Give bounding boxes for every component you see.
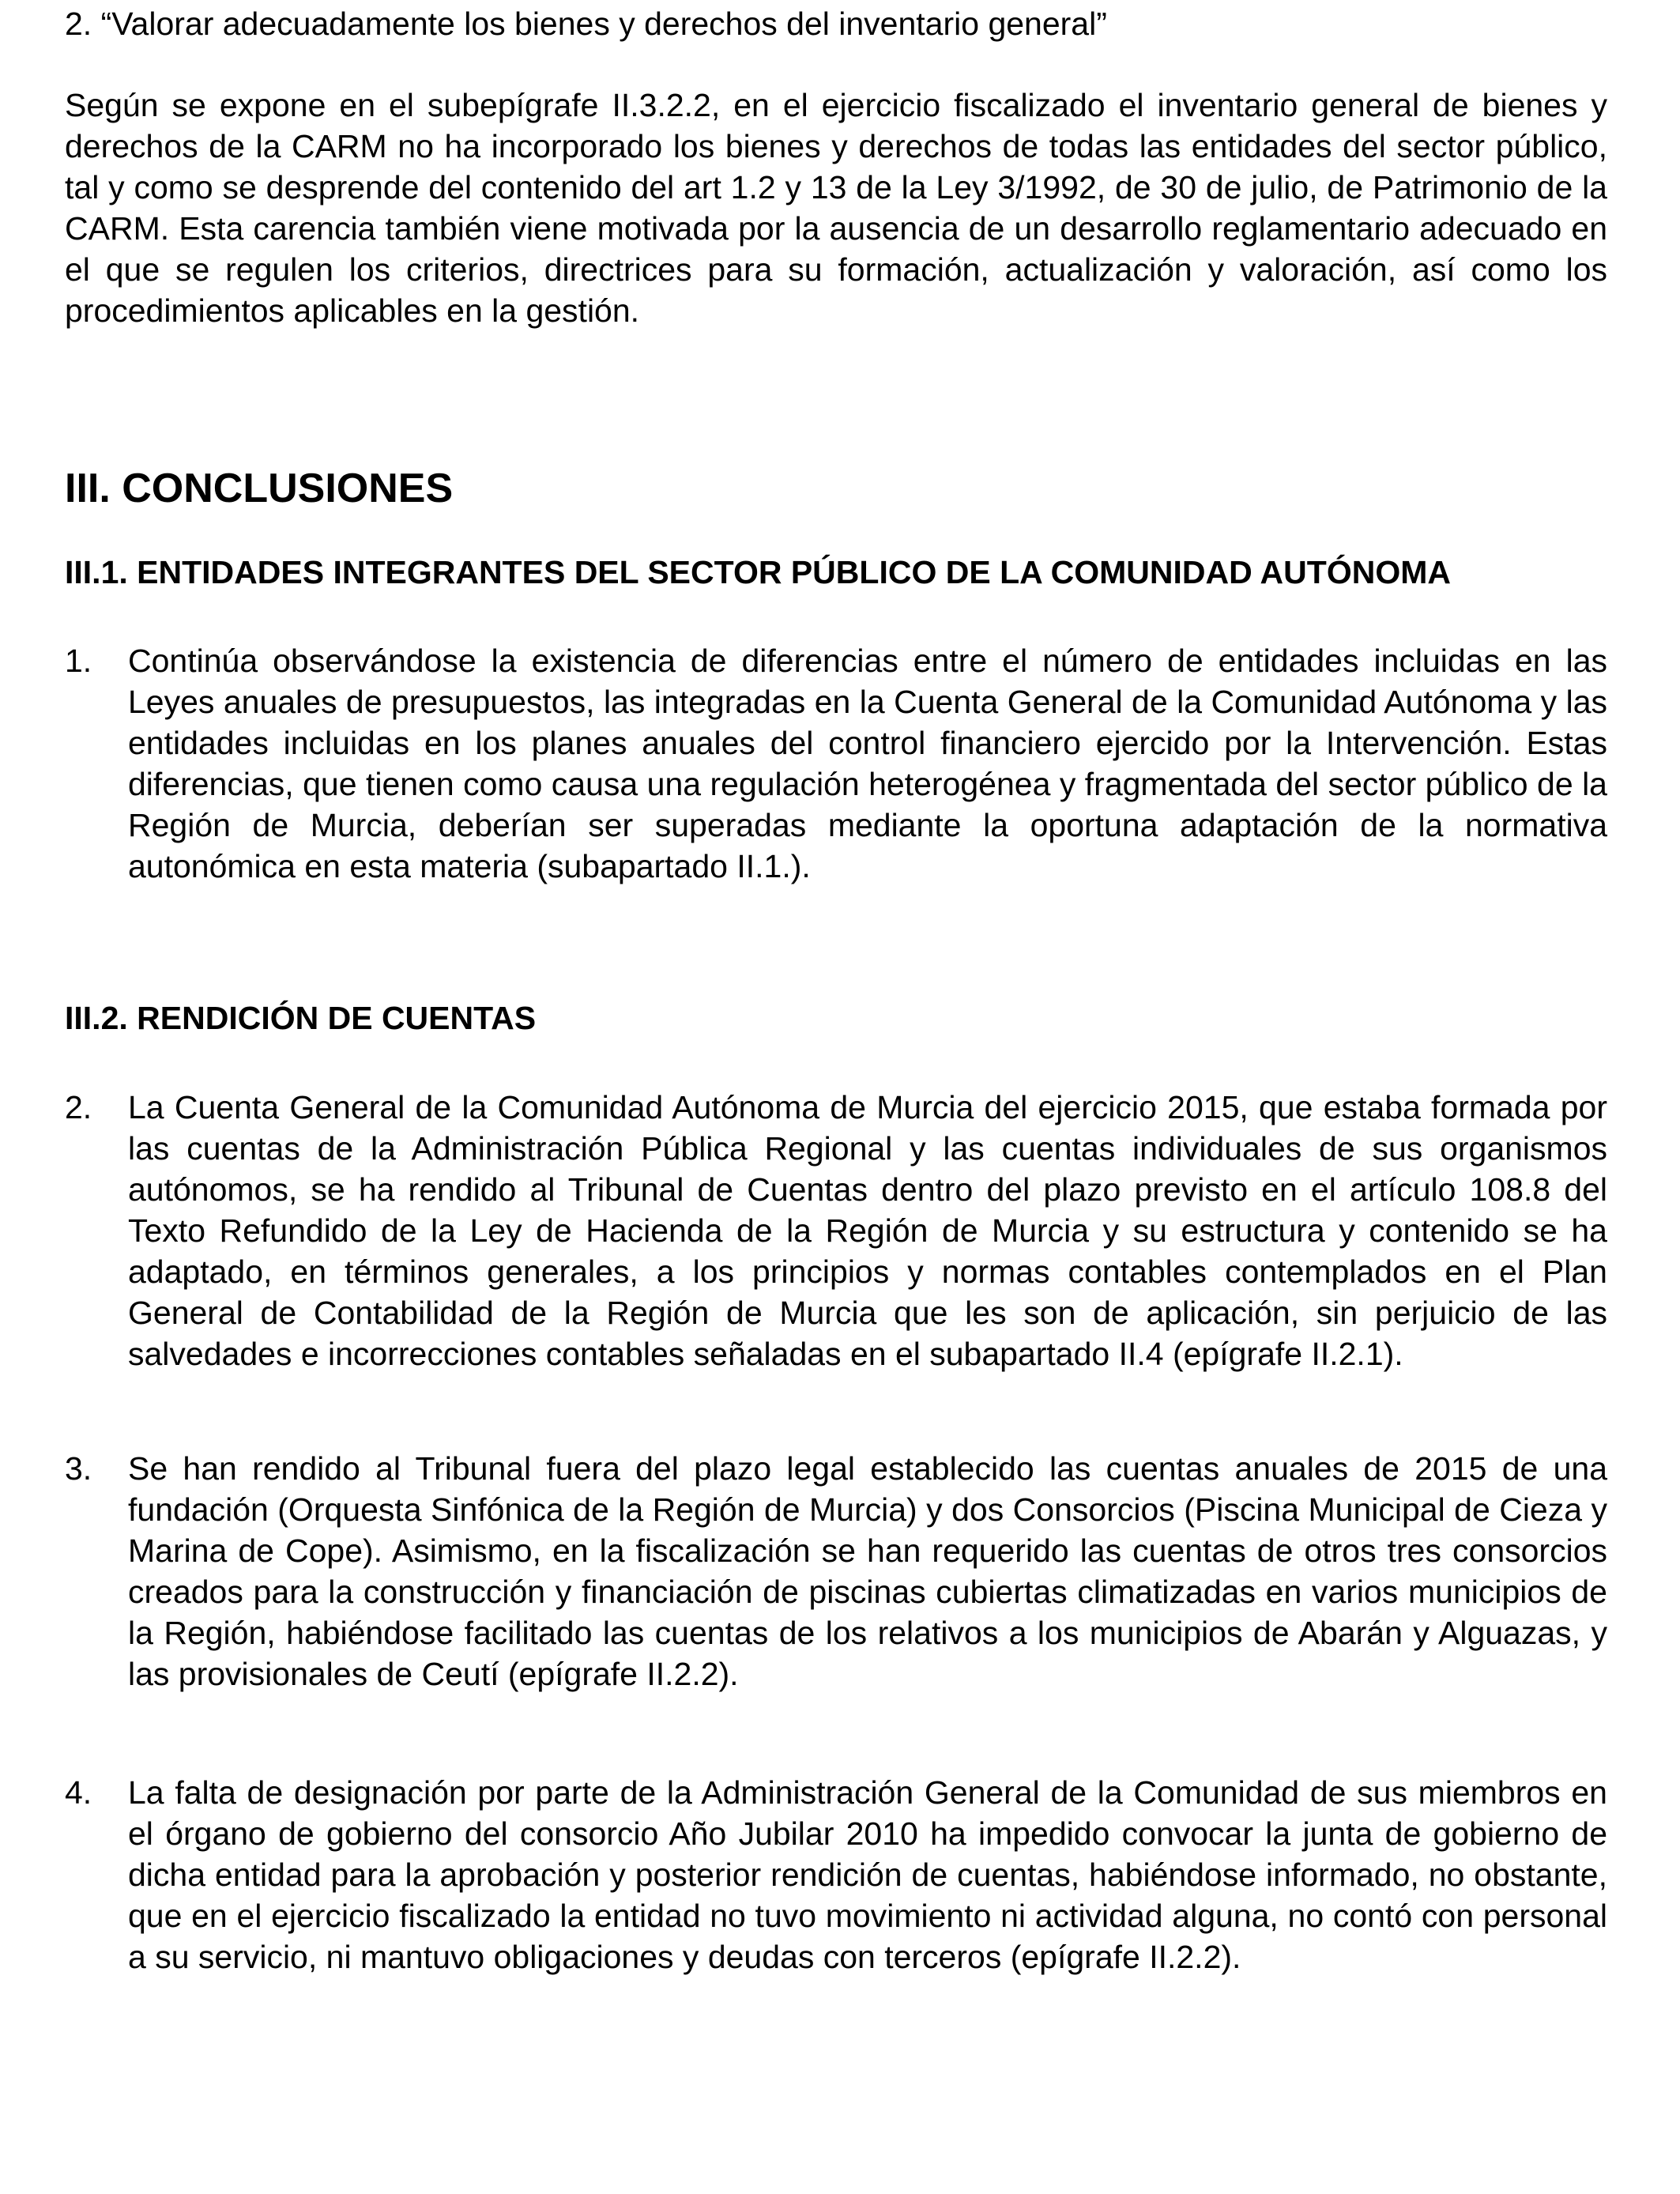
list-item-number: 1. [65, 643, 92, 679]
subsection-title-entidades: III.1. ENTIDADES INTEGRANTES DEL SECTOR PÚBLICO DE LA COMUNIDAD AUTÓNOMA [65, 554, 1451, 590]
list-item-text: La Cuenta General de la Comunidad Autónoma de Murcia del ejercicio 2015, que estaba formada por las cuentas de la Administración Pública Regional y las cuentas individuales de sus organismos autónomos, se ha rendido al Tribunal de Cuentas dentro del plazo previsto en el artículo 108.8 del Texto Refundido de la Ley de Hacienda de la Región de Murcia y su estructura y contenido se ha adaptado, en términos generales, a los principios y normas contables contemplados en el Plan General de Contabilidad de la Región de Murcia que les son de aplicación, sin perjuicio de las salvedades e incorrecciones contables señaladas en el subapartado II.4 (epígrafe II.2.1). [128, 1089, 1607, 1372]
list-item [65, 640, 1607, 887]
list-item-text: La falta de designación por parte de la Administración General de la Comunidad de sus miembros en el órgano de gobierno del consorcio Año Jubilar 2010 ha impedido convocar la junta de gobierno de dicha entidad para la aprobación y posterior rendición de cuentas, habiéndose informado, no obstante, que en el ejercicio fiscalizado la entidad no tuvo movimiento ni actividad alguna, no contó con personal a su servicio, ni mantuvo obligaciones y deudas con terceros (epígrafe II.2.2). [128, 1774, 1607, 1975]
intro-heading: 2. “Valorar adecuadamente los bienes y derechos del inventario general” [65, 6, 1107, 42]
section-title: III. CONCLUSIONES [65, 466, 454, 511]
list-item-number: 3. [65, 1450, 92, 1487]
list-item [65, 1448, 1607, 1695]
intro-paragraph: Según se expone en el subepígrafe II.3.2.2, en el ejercicio fiscalizado el inventario general de bienes y derechos de la CARM no ha incorporado los bienes y derechos de todas las entidades del sector público, tal y como se desprende del contenido del art 1.2 y 13 de la Ley 3/1992, de 30 de julio, de Patrimonio de la CARM. Esta carencia también viene motivada por la ausencia de un desarrollo reglamentario adecuado en el que se regulen los criterios, directrices para su formación, actualización y valoración, así como los procedimientos aplicables en la gestión. [65, 87, 1607, 329]
list-item-number: 2. [65, 1089, 92, 1125]
subsection-title-rendicion: III.2. RENDICIÓN DE CUENTAS [65, 1000, 537, 1036]
list-item [65, 1772, 1607, 1977]
list-item-text: Continúa observándose la existencia de diferencias entre el número de entidades incluidas en las Leyes anuales de presupuestos, las integradas en la Cuenta General de la Comunidad Autónoma y las entidades incluidas en los planes anuales del control financiero ejercido por la Intervención. Estas diferencias, que tienen como causa una regulación heterogénea y fragmentada del sector público de la Región de Murcia, deberían ser superadas mediante la oportuna adaptación de la normativa autonómica en esta materia (subapartado II.1.). [128, 643, 1607, 884]
list-item [65, 1087, 1607, 1374]
list-item-text: Se han rendido al Tribunal fuera del plazo legal establecido las cuentas anuales de 2015 de una fundación (Orquesta Sinfónica de la Región de Murcia) y dos Consorcios (Piscina Municipal de Cieza y Marina de Cope). Asimismo, en la fiscalización se han requerido las cuentas de otros tres consorcios creados para la construcción y financiación de piscinas cubiertas climatizadas en varios municipios de la Región, habiéndose facilitado las cuentas de los relativos a los municipios de Abarán y Alguazas, y las provisionales de Ceutí (epígrafe II.2.2). [128, 1450, 1607, 1692]
list-item-number: 4. [65, 1774, 92, 1811]
